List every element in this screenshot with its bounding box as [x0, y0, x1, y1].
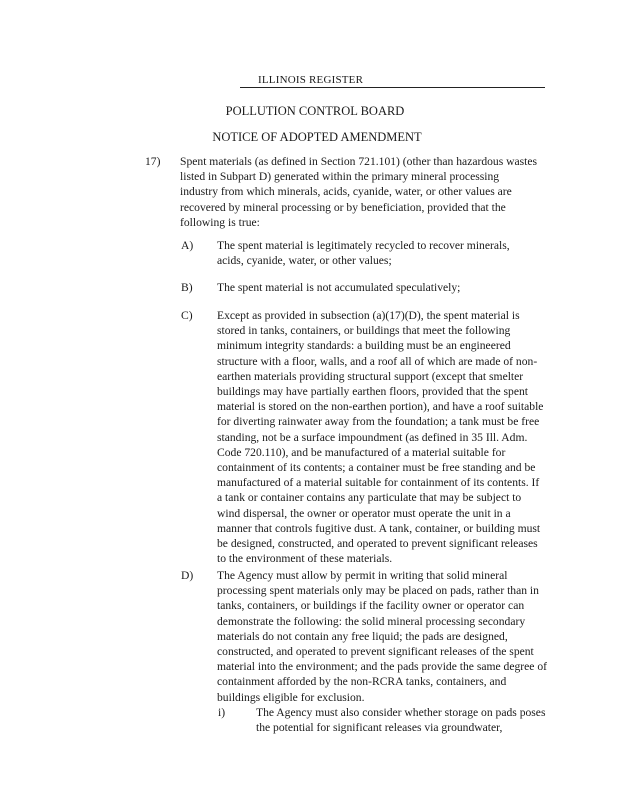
board-title: POLLUTION CONTROL BOARD — [225, 104, 405, 118]
subitem-d-text: The Agency must allow by permit in writing that solid mineral processing spent materials only may be placed on pads, rather than in tanks, containers, or buildings if the facility owner or operator can demonstrate the following: the solid mineral processing secondary materials do not contain any free liquid; the pads are designed, constructed, and operated to prevent significant releases of the spent material into the environment; and the pads provide the same degree of containment afforded by the non-RCRA tanks, containers, and buildings eligible for exclusion. — [217, 569, 547, 704]
subitem-c-number: C) — [181, 309, 193, 322]
register-header — [240, 74, 545, 88]
subitem-d-number: D) — [181, 569, 194, 582]
item-17-text: Spent materials (as defined in Section 721.101) (other than hazardous wastes listed in Subpart D) generated within the primary mineral processing industry from which minerals, acids, cyanide, water, or other values are recovered by mineral processing or by beneficiation, provided that the following is true: — [180, 155, 538, 229]
subitem-b-number: B) — [181, 281, 193, 294]
subitem-b-text: The spent material is not accumulated speculatively; — [217, 281, 461, 294]
register-title: ILLINOIS REGISTER — [258, 74, 364, 86]
subitem-a-text: The spent material is legitimately recycled to recover minerals, acids, cyanide, water, or other values; — [217, 239, 510, 268]
subitem-a-number: A) — [181, 239, 194, 252]
subitem-d-i-text: The Agency must also consider whether storage on pads poses the potential for significant releases via groundwater, — [256, 706, 546, 735]
subitem-c-text: Except as provided in subsection (a)(17)(D), the spent material is stored in tanks, containers, or buildings that meet the following minimum integrity standards: a building must be an engineered structure with a floor, walls, and a roof all of which are made of non-earthen materials providing structural support (except that smelter buildings may have partially earthen floors, provided that the spent material is stored on the non-earthen portion), and have a roof suitable for diverting rainwater away from the foundation; a tank must be free standing, not be a surface impoundment (as defined in 35 Ill. Adm. Code 720.110), and be manufactured of a material suitable for containment of its contents; a container must be free standing and be manufactured of a material suitable for containment of its contents. If a tank or container contains any particulate that may be subject to wind dispersal, the owner or operator must operate the unit in a manner that controls fugitive dust. A tank, container, or building must be designed, constructed, and operated to prevent significant releases to the environment of these materials. — [217, 309, 544, 566]
notice-title: NOTICE OF ADOPTED AMENDMENT — [212, 130, 422, 144]
item-17-number: 17) — [145, 155, 161, 168]
subitem-d-i-number: i) — [218, 706, 226, 719]
